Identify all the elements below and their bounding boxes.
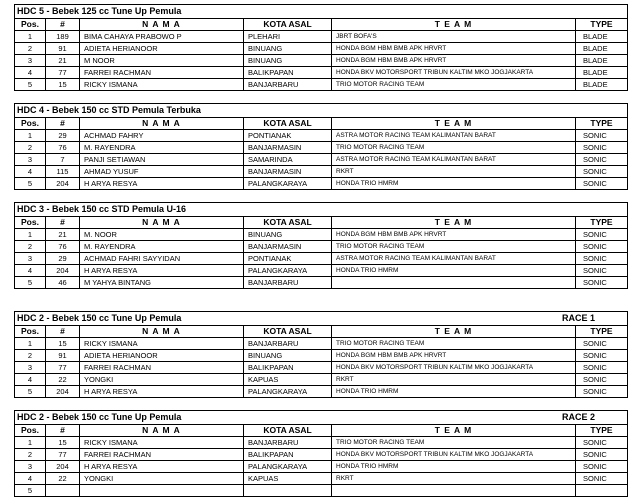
cell-pos: 3 [15, 55, 46, 67]
header-type: TYPE [576, 118, 628, 130]
cell-number: 204 [46, 461, 80, 473]
header-pos: Pos. [15, 118, 46, 130]
cell-number: 46 [46, 277, 80, 289]
cell-team: HONDA TRIO HMRM [332, 386, 576, 398]
cell-number: 115 [46, 166, 80, 178]
section-title-row [15, 312, 627, 326]
header-team: T E A M [332, 425, 576, 437]
cell-number: 91 [46, 350, 80, 362]
cell-type: SONIC [576, 178, 628, 190]
cell-kota-asal: BANJARBARU [244, 277, 332, 289]
cell-type: BLADE [576, 55, 628, 67]
cell-type: BLADE [576, 31, 628, 43]
cell-team: HONDA BGM HBM BMB APK HRVRT [332, 43, 576, 55]
table-row [15, 374, 627, 386]
cell-number: 76 [46, 241, 80, 253]
cell-pos: 5 [15, 79, 46, 91]
table-row [15, 362, 627, 374]
cell-type: SONIC [576, 362, 628, 374]
cell-name: M NOOR [80, 55, 244, 67]
cell-pos: 2 [15, 142, 46, 154]
cell-number: 77 [46, 67, 80, 79]
cell-type: SONIC [576, 154, 628, 166]
cell-number: 15 [46, 338, 80, 350]
cell-type: SONIC [576, 229, 628, 241]
cell-kota-asal: BANJARBARU [244, 338, 332, 350]
section-title: HDC 3 - Bebek 150 cc STD Pemula U-16 [17, 204, 187, 214]
section-title-row [15, 104, 627, 118]
results-section [14, 4, 628, 91]
section-gap [14, 91, 628, 103]
cell-team: JBRT BOFA'S [332, 31, 576, 43]
cell-number: 204 [46, 265, 80, 277]
cell-pos: 2 [15, 241, 46, 253]
cell-name [80, 485, 244, 497]
cell-number [46, 485, 80, 497]
cell-type: SONIC [576, 265, 628, 277]
table-row [15, 154, 627, 166]
header-name: N A M A [80, 118, 244, 130]
header-row [15, 118, 627, 130]
cell-pos: 1 [15, 229, 46, 241]
section-title: HDC 2 - Bebek 150 cc Tune Up Pemula [17, 412, 182, 422]
cell-name: H ARYA RESYA [80, 178, 244, 190]
cell-kota-asal: PONTIANAK [244, 130, 332, 142]
cell-type: SONIC [576, 374, 628, 386]
header-row [15, 217, 627, 229]
cell-kota-asal: SAMARINDA [244, 154, 332, 166]
cell-team [332, 485, 576, 497]
cell-type: SONIC [576, 277, 628, 289]
cell-number: 21 [46, 55, 80, 67]
cell-number: 15 [46, 437, 80, 449]
table-row [15, 79, 627, 91]
cell-team: TRIO MOTOR RACING TEAM [332, 338, 576, 350]
cell-pos: 5 [15, 485, 46, 497]
header-number: # [46, 326, 80, 338]
table-row [15, 55, 627, 67]
cell-number: 29 [46, 130, 80, 142]
cell-team: ASTRA MOTOR RACING TEAM KALIMANTAN BARAT [332, 130, 576, 142]
header-pos: Pos. [15, 326, 46, 338]
cell-pos: 1 [15, 437, 46, 449]
table-row [15, 338, 627, 350]
table-row [15, 437, 627, 449]
table-row [15, 31, 627, 43]
cell-team: HONDA TRIO HMRM [332, 265, 576, 277]
cell-pos: 3 [15, 253, 46, 265]
cell-type: SONIC [576, 253, 628, 265]
cell-type: SONIC [576, 142, 628, 154]
cell-pos: 5 [15, 178, 46, 190]
table-row [15, 241, 627, 253]
header-number: # [46, 217, 80, 229]
cell-name: FARREI RACHMAN [80, 362, 244, 374]
header-type: TYPE [576, 217, 628, 229]
cell-number: 7 [46, 154, 80, 166]
header-number: # [46, 118, 80, 130]
cell-team: HONDA BKV MOTORSPORT TRIBUN KALTIM MKO JOGJAKARTA [332, 362, 576, 374]
cell-name: H ARYA RESYA [80, 461, 244, 473]
table-row [15, 473, 627, 485]
cell-team: HONDA TRIO HMRM [332, 178, 576, 190]
cell-kota-asal: BANJARMASIN [244, 166, 332, 178]
cell-type [576, 485, 628, 497]
header-name: N A M A [80, 19, 244, 31]
cell-pos: 3 [15, 461, 46, 473]
table-row [15, 142, 627, 154]
header-kota-asal: KOTA ASAL [244, 217, 332, 229]
cell-name: PANJI SETIAWAN [80, 154, 244, 166]
header-name: N A M A [80, 217, 244, 229]
cell-number: 204 [46, 386, 80, 398]
header-row [15, 326, 627, 338]
header-kota-asal: KOTA ASAL [244, 425, 332, 437]
table-row [15, 253, 627, 265]
section-title: HDC 2 - Bebek 150 cc Tune Up Pemula [17, 313, 182, 323]
cell-team: HONDA TRIO HMRM [332, 461, 576, 473]
cell-pos: 2 [15, 43, 46, 55]
header-type: TYPE [576, 19, 628, 31]
cell-team: RKRT [332, 374, 576, 386]
cell-name: BIMA CAHAYA PRABOWO P [80, 31, 244, 43]
cell-team: TRIO MOTOR RACING TEAM [332, 241, 576, 253]
header-team: T E A M [332, 217, 576, 229]
cell-pos: 4 [15, 67, 46, 79]
header-row [15, 425, 627, 437]
cell-team: RKRT [332, 473, 576, 485]
table-row [15, 485, 627, 497]
section-gap [14, 190, 628, 202]
cell-name: AHMAD YUSUF [80, 166, 244, 178]
cell-name: M. NOOR [80, 229, 244, 241]
cell-kota-asal: BANJARMASIN [244, 142, 332, 154]
cell-kota-asal: PALANGKARAYA [244, 386, 332, 398]
cell-team: HONDA BGM HBM BMB APK HRVRT [332, 229, 576, 241]
cell-pos: 3 [15, 362, 46, 374]
header-pos: Pos. [15, 19, 46, 31]
cell-name: RICKY ISMANA [80, 338, 244, 350]
section-title-row [15, 411, 627, 425]
cell-pos: 4 [15, 374, 46, 386]
cell-name: ACHMAD FAHRY [80, 130, 244, 142]
cell-kota-asal: PALANGKARAYA [244, 461, 332, 473]
header-kota-asal: KOTA ASAL [244, 19, 332, 31]
cell-name: M. RAYENDRA [80, 142, 244, 154]
race-label: RACE 1 [561, 313, 595, 323]
cell-type: SONIC [576, 473, 628, 485]
table-row [15, 43, 627, 55]
header-name: N A M A [80, 326, 244, 338]
cell-name: RICKY ISMANA [80, 79, 244, 91]
cell-number: 21 [46, 229, 80, 241]
table-row [15, 67, 627, 79]
cell-name: H ARYA RESYA [80, 386, 244, 398]
cell-kota-asal: BINUANG [244, 55, 332, 67]
header-type: TYPE [576, 425, 628, 437]
cell-kota-asal: PLEHARI [244, 31, 332, 43]
cell-pos: 4 [15, 265, 46, 277]
cell-name: M. RAYENDRA [80, 241, 244, 253]
cell-team [332, 277, 576, 289]
cell-team: TRIO MOTOR RACING TEAM [332, 79, 576, 91]
cell-team: HONDA BGM HBM BMB APK HRVRT [332, 350, 576, 362]
header-type: TYPE [576, 326, 628, 338]
results-table [15, 326, 627, 398]
cell-kota-asal: BALIKPAPAN [244, 67, 332, 79]
table-row [15, 166, 627, 178]
cell-pos: 1 [15, 31, 46, 43]
cell-type: SONIC [576, 166, 628, 178]
cell-type: SONIC [576, 241, 628, 253]
cell-type: SONIC [576, 338, 628, 350]
cell-name: RICKY ISMANA [80, 437, 244, 449]
cell-number: 22 [46, 473, 80, 485]
cell-name: ADIETA HERIANOOR [80, 350, 244, 362]
cell-team: TRIO MOTOR RACING TEAM [332, 437, 576, 449]
header-kota-asal: KOTA ASAL [244, 326, 332, 338]
cell-kota-asal: BALIKPAPAN [244, 449, 332, 461]
cell-kota-asal: BINUANG [244, 43, 332, 55]
cell-type: SONIC [576, 437, 628, 449]
cell-kota-asal: PONTIANAK [244, 253, 332, 265]
header-pos: Pos. [15, 217, 46, 229]
cell-type: SONIC [576, 449, 628, 461]
results-section [14, 311, 628, 398]
header-pos: Pos. [15, 425, 46, 437]
header-name: N A M A [80, 425, 244, 437]
header-team: T E A M [332, 19, 576, 31]
cell-number: 76 [46, 142, 80, 154]
cell-kota-asal: PALANGKARAYA [244, 178, 332, 190]
cell-kota-asal: BINUANG [244, 350, 332, 362]
cell-number: 91 [46, 43, 80, 55]
results-table [15, 425, 627, 497]
header-team: T E A M [332, 118, 576, 130]
cell-type: BLADE [576, 67, 628, 79]
cell-name: FARREI RACHMAN [80, 67, 244, 79]
section-title-row [15, 203, 627, 217]
cell-type: BLADE [576, 79, 628, 91]
cell-type: SONIC [576, 386, 628, 398]
table-row [15, 178, 627, 190]
cell-team: HONDA BGM HBM BMB APK HRVRT [332, 55, 576, 67]
results-section [14, 103, 628, 190]
table-row [15, 350, 627, 362]
table-row [15, 461, 627, 473]
cell-pos: 3 [15, 154, 46, 166]
cell-number: 22 [46, 374, 80, 386]
cell-number: 77 [46, 362, 80, 374]
table-row [15, 229, 627, 241]
cell-name: H ARYA RESYA [80, 265, 244, 277]
results-sheet [14, 4, 628, 497]
results-section [14, 202, 628, 289]
section-title: HDC 5 - Bebek 125 cc Tune Up Pemula [17, 6, 182, 16]
header-number: # [46, 425, 80, 437]
cell-number: 29 [46, 253, 80, 265]
cell-pos: 5 [15, 386, 46, 398]
cell-kota-asal: BINUANG [244, 229, 332, 241]
header-kota-asal: KOTA ASAL [244, 118, 332, 130]
cell-team: ASTRA MOTOR RACING TEAM KALIMANTAN BARAT [332, 253, 576, 265]
cell-team: HONDA BKV MOTORSPORT TRIBUN KALTIM MKO JOGJAKARTA [332, 449, 576, 461]
cell-pos: 5 [15, 277, 46, 289]
table-row [15, 277, 627, 289]
cell-type: SONIC [576, 350, 628, 362]
cell-pos: 1 [15, 130, 46, 142]
cell-name: M YAHYA BINTANG [80, 277, 244, 289]
results-section [14, 410, 628, 497]
results-table [15, 217, 627, 289]
cell-team: ASTRA MOTOR RACING TEAM KALIMANTAN BARAT [332, 154, 576, 166]
cell-team: TRIO MOTOR RACING TEAM [332, 142, 576, 154]
cell-pos: 1 [15, 338, 46, 350]
cell-kota-asal: BANJARMASIN [244, 241, 332, 253]
section-gap [14, 289, 628, 311]
cell-pos: 2 [15, 449, 46, 461]
table-row [15, 265, 627, 277]
table-row [15, 386, 627, 398]
cell-number: 15 [46, 79, 80, 91]
cell-number: 204 [46, 178, 80, 190]
cell-pos: 4 [15, 166, 46, 178]
cell-kota-asal [244, 485, 332, 497]
table-row [15, 130, 627, 142]
cell-number: 189 [46, 31, 80, 43]
section-title: HDC 4 - Bebek 150 cc STD Pemula Terbuka [17, 105, 201, 115]
cell-name: YONGKI [80, 374, 244, 386]
cell-kota-asal: PALANGKARAYA [244, 265, 332, 277]
cell-kota-asal: BALIKPAPAN [244, 362, 332, 374]
cell-team: HONDA BKV MOTORSPORT TRIBUN KALTIM MKO JOGJAKARTA [332, 67, 576, 79]
header-number: # [46, 19, 80, 31]
cell-name: YONGKI [80, 473, 244, 485]
cell-kota-asal: KAPUAS [244, 473, 332, 485]
cell-type: SONIC [576, 130, 628, 142]
race-label: RACE 2 [561, 412, 595, 422]
cell-kota-asal: KAPUAS [244, 374, 332, 386]
cell-kota-asal: BANJARBARU [244, 437, 332, 449]
cell-name: FARREI RACHMAN [80, 449, 244, 461]
cell-name: ADIETA HERIANOOR [80, 43, 244, 55]
results-table [15, 118, 627, 190]
cell-type: SONIC [576, 461, 628, 473]
section-title-row [15, 5, 627, 19]
header-row [15, 19, 627, 31]
table-row [15, 449, 627, 461]
cell-pos: 4 [15, 473, 46, 485]
section-gap [14, 398, 628, 410]
cell-pos: 2 [15, 350, 46, 362]
cell-name: ACHMAD FAHRI SAYYIDAN [80, 253, 244, 265]
cell-type: BLADE [576, 43, 628, 55]
results-table [15, 19, 627, 91]
header-team: T E A M [332, 326, 576, 338]
cell-team: RKRT [332, 166, 576, 178]
cell-kota-asal: BANJARBARU [244, 79, 332, 91]
cell-number: 77 [46, 449, 80, 461]
